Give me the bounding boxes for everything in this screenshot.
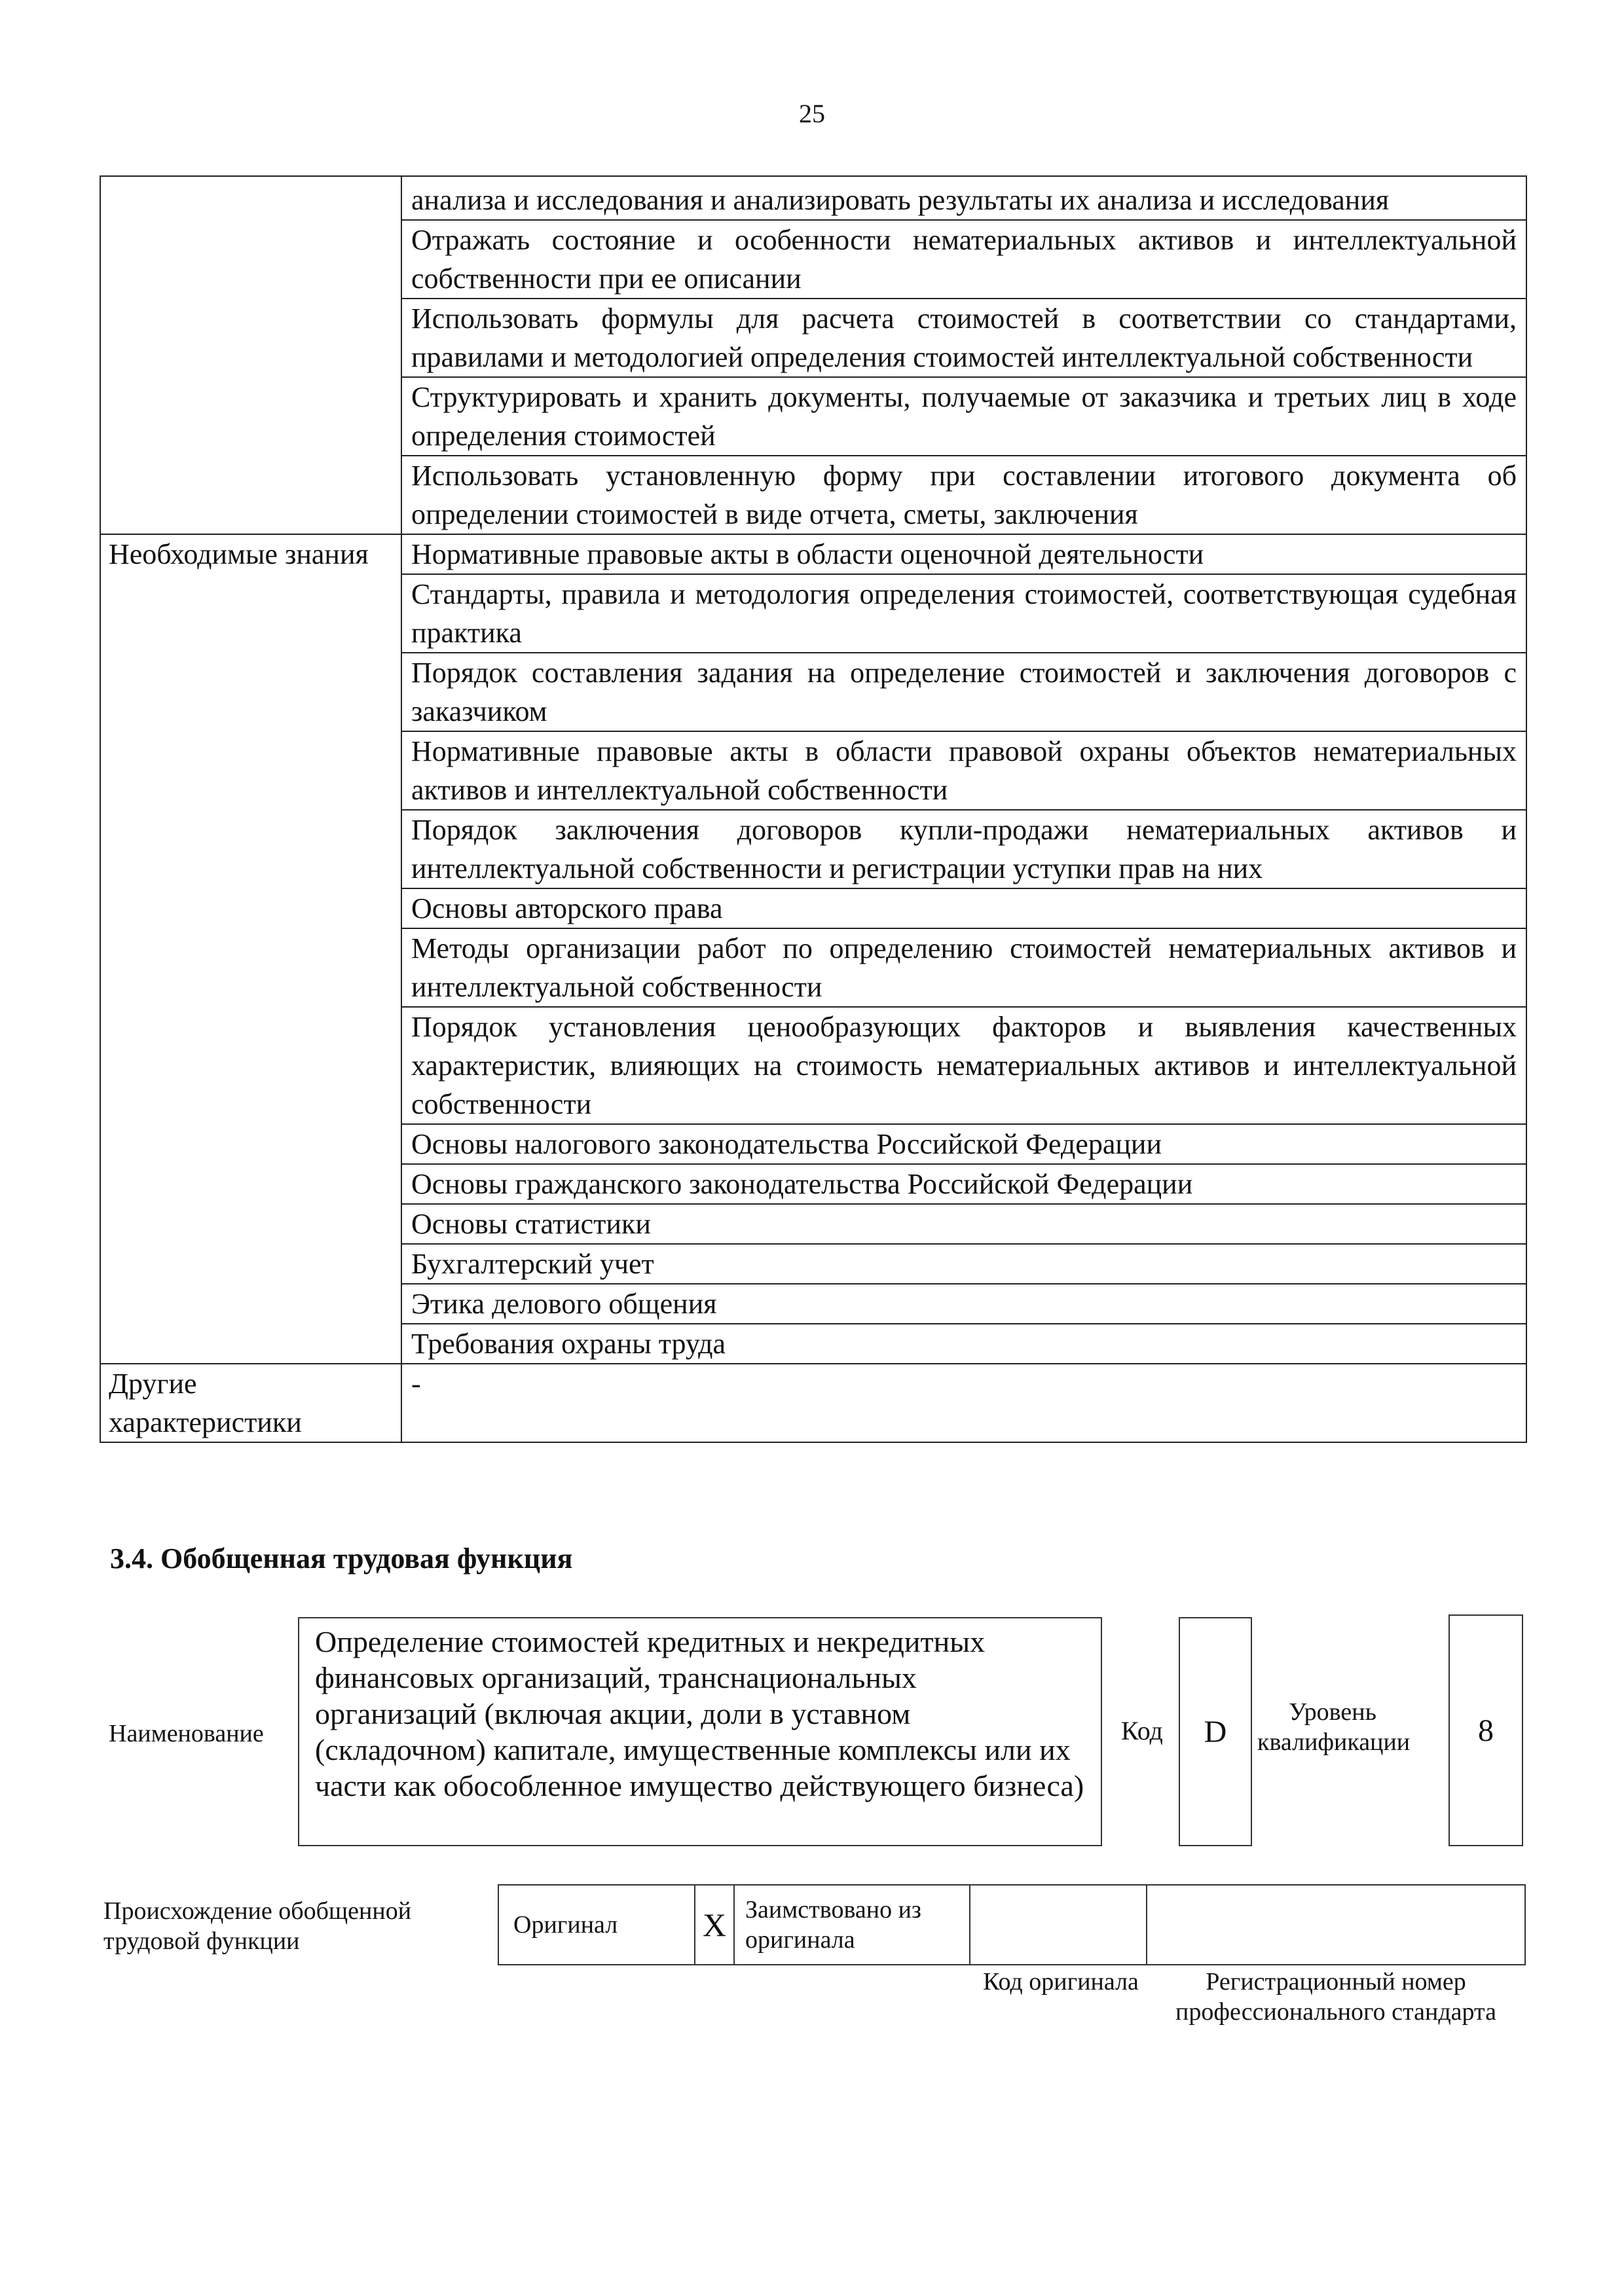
knowledge-item: Основы статистики	[401, 1204, 1526, 1244]
origin-table	[498, 1884, 1526, 1965]
original-mark: X	[695, 1886, 735, 1964]
skills-label-cell	[100, 176, 401, 534]
table-row	[100, 176, 1526, 220]
qualification-level-label: Уровень квалификации	[1257, 1698, 1411, 1756]
code-label: Код	[1121, 1716, 1163, 1745]
original-code-cell	[970, 1886, 1147, 1964]
qualification-level-box: 8	[1449, 1614, 1523, 1846]
original-cell: Оригинал	[499, 1886, 695, 1964]
skill-item: Использовать установленную форму при составлении итогового документа об определении стоимостей в виде отчета, сметы, заключения	[401, 456, 1526, 534]
table-row	[100, 1364, 1526, 1442]
original-code-caption: Код оригинала	[983, 1968, 1139, 1995]
other-characteristics-label: Другие характеристики	[100, 1364, 401, 1442]
skill-item: анализа и исследования и анализировать результаты их анализа и исследования	[401, 176, 1526, 220]
code-box: D	[1179, 1617, 1252, 1846]
knowledge-item: Методы организации работ по определению стоимостей нематериальных активов и интеллектуальной собственности	[401, 928, 1526, 1007]
knowledge-item: Основы налогового законодательства Российской Федерации	[401, 1124, 1526, 1164]
table-row	[100, 534, 1526, 574]
other-characteristics-value: -	[401, 1364, 1526, 1442]
function-name-box: Определение стоимостей кредитных и некредитных финансовых организаций, транснациональных организаций (включая акции, доли в уставном (складочном) капитале, имущественные комплексы или их части как обособленное имущество действующего бизнеса)	[298, 1617, 1102, 1846]
page-number: 25	[799, 99, 825, 128]
knowledge-item: Нормативные правовые акты в области оценочной деятельности	[401, 534, 1526, 574]
borrowed-cell: Заимствовано из оригинала	[735, 1886, 970, 1964]
knowledge-item: Этика делового общения	[401, 1284, 1526, 1324]
knowledge-item: Порядок составления задания на определение стоимостей и заключения договоров с заказчиком	[401, 653, 1526, 731]
skill-item: Структурировать и хранить документы, получаемые от заказчика и третьих лиц в ходе определения стоимостей	[401, 377, 1526, 456]
origin-label: Происхождение обобщенной трудовой функции	[103, 1897, 412, 1955]
knowledge-item: Требования охраны труда	[401, 1324, 1526, 1364]
registration-number-cell	[1147, 1886, 1524, 1964]
knowledge-item: Порядок установления ценообразующих факторов и выявления качественных характеристик, влияющих на стоимость нематериальных активов и интеллектуальной собственности	[401, 1007, 1526, 1124]
name-label: Наименование	[109, 1720, 264, 1747]
knowledge-item: Нормативные правовые акты в области правовой охраны объектов нематериальных активов и интеллектуальной собственности	[401, 731, 1526, 810]
knowledge-item: Стандарты, правила и методология определения стоимостей, соответствующая судебная практика	[401, 574, 1526, 653]
knowledge-item: Основы гражданского законодательства Российской Федерации	[401, 1164, 1526, 1204]
skill-item: Отражать состояние и особенности нематериальных активов и интеллектуальной собственности при ее описании	[401, 220, 1526, 299]
section-title: 3.4. Обобщенная трудовая функция	[110, 1542, 573, 1575]
knowledge-item: Бухгалтерский учет	[401, 1244, 1526, 1284]
knowledge-label: Необходимые знания	[100, 534, 401, 1364]
skills-knowledge-table	[100, 175, 1527, 1443]
knowledge-item: Порядок заключения договоров купли-продажи нематериальных активов и интеллектуальной собственности и регистрации уступки прав на них	[401, 810, 1526, 888]
knowledge-item: Основы авторского права	[401, 888, 1526, 928]
skill-item: Использовать формулы для расчета стоимостей в соответствии со стандартами, правилами и методологией определения стоимостей интеллектуальной собственности	[401, 299, 1526, 377]
registration-number-caption: Регистрационный номер профессионального стандарта	[1175, 1968, 1496, 2026]
